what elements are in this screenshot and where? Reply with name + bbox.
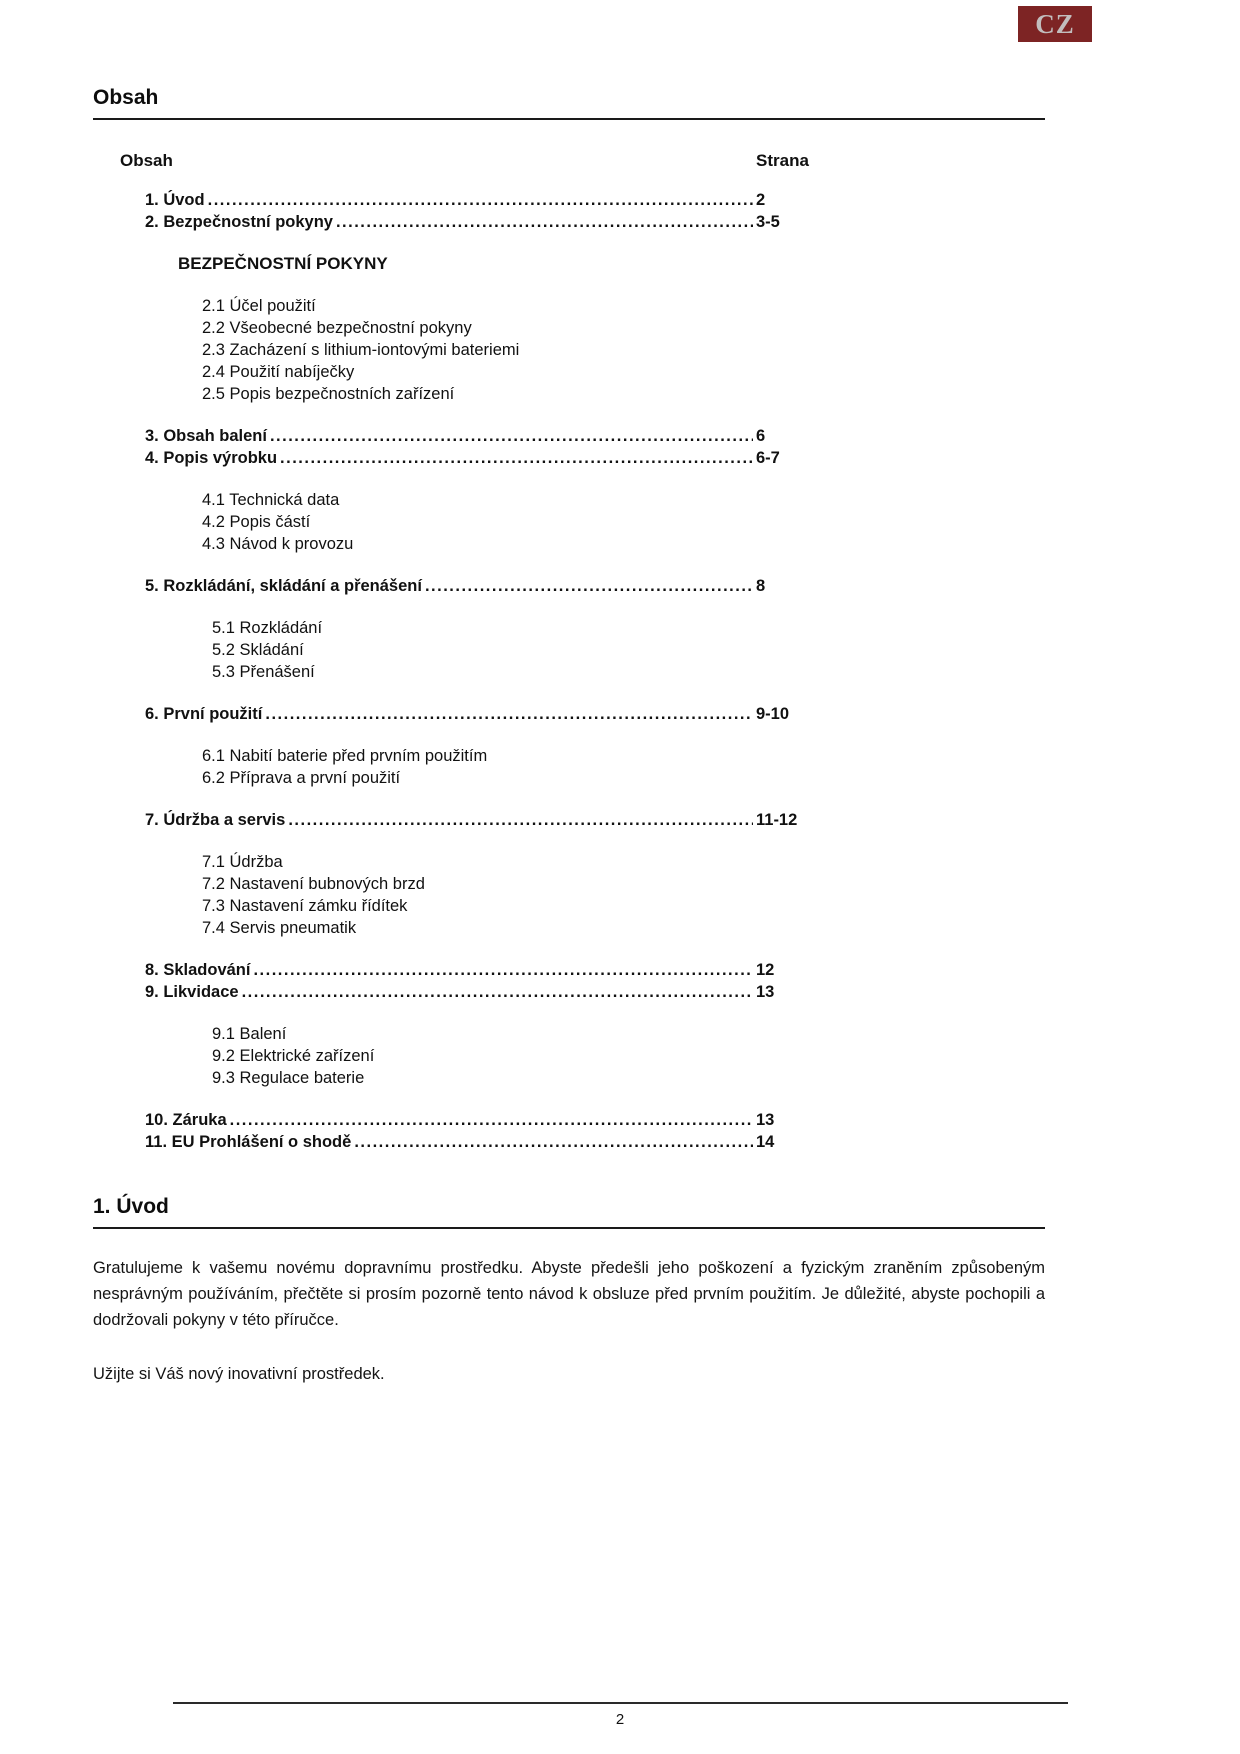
toc-entry	[202, 767, 808, 789]
toc-entry-label: 4. Popis výrobku	[145, 449, 278, 467]
toc-entry	[178, 253, 808, 275]
intro-paragraph: Gratulujeme k vašemu novému dopravnímu prostředku. Abyste předešli jeho poškození a fyzickým zraněním způsobeným nesprávným používáním, přečtěte si prosím pozorně tento návod k obsluze před prvním použitím. Je důležité, abyste pochopili a dodržovali pokyny v této příručce.	[93, 1259, 1045, 1329]
toc-dot-leader	[425, 575, 753, 597]
toc-entry-page: 12	[756, 961, 775, 979]
intro-heading: 1. Úvod	[93, 1195, 1045, 1229]
toc-entry	[202, 383, 808, 405]
toc-entry	[145, 809, 808, 831]
toc-entry-label: 4.1 Technická data	[202, 491, 340, 509]
toc-entry-label: 7.2 Nastavení bubnových brzd	[202, 875, 425, 893]
toc-dot-leader	[265, 703, 753, 725]
toc-entry	[145, 1131, 808, 1153]
toc-entry	[202, 873, 808, 895]
toc-entry-page: 8	[756, 577, 766, 595]
toc-entry-label: 7.3 Nastavení zámku řídítek	[202, 897, 408, 915]
toc-entry-label: 6.2 Příprava a první použití	[202, 769, 401, 787]
toc-entry	[145, 189, 808, 211]
toc-entry-label: BEZPEČNOSTNÍ POKYNY	[178, 254, 388, 273]
toc-entry-label: 2.3 Zacházení s lithium-iontovými bateriemi	[202, 341, 520, 359]
toc-entry-label: 4.3 Návod k provozu	[202, 535, 354, 553]
toc-entry	[202, 317, 808, 339]
closing-paragraph: Užijte si Váš nový inovativní prostředek.	[93, 1365, 385, 1383]
language-badge-label: CZ	[1035, 8, 1075, 39]
toc-entry-page: 6-7	[756, 449, 780, 467]
toc-entry-label: 4.2 Popis částí	[202, 513, 311, 531]
toc-entry-label: 6. První použití	[145, 705, 263, 723]
toc-entry	[202, 745, 808, 767]
toc-entry-label: 2.2 Všeobecné bezpečnostní pokyny	[202, 319, 472, 337]
toc-dot-leader	[288, 809, 753, 831]
toc-entry	[212, 1045, 808, 1067]
toc-entry-label: 5. Rozkládání, skládání a přenášení	[145, 577, 422, 595]
toc-entry-label: 11. EU Prohlášení o shodě	[145, 1133, 352, 1151]
toc-entry	[202, 295, 808, 317]
toc-dot-leader	[242, 981, 753, 1003]
toc-entry	[202, 851, 808, 873]
toc-entry-label: 5.2 Skládání	[212, 641, 304, 659]
toc-entry-label: 2.4 Použití nabíječky	[202, 363, 355, 381]
toc-entry	[212, 661, 808, 683]
toc-entry-label: 7.4 Servis pneumatik	[202, 919, 357, 937]
language-badge	[1018, 6, 1092, 42]
toc-entry-label: 9.3 Regulace baterie	[212, 1069, 365, 1087]
toc-entry	[212, 639, 808, 661]
toc-entry	[145, 981, 808, 1003]
toc-entry	[212, 617, 808, 639]
table-of-contents	[120, 150, 808, 1153]
toc-entry	[145, 211, 808, 233]
page-number: 2	[615, 1711, 625, 1728]
toc-entry	[145, 575, 808, 597]
toc-dot-leader	[354, 1131, 753, 1153]
toc-entry	[145, 447, 808, 469]
toc-dot-leader	[253, 959, 753, 981]
toc-entry-label: 5.3 Přenášení	[212, 663, 315, 681]
toc-entry-label: 7.1 Údržba	[202, 853, 283, 871]
toc-entry	[145, 1109, 808, 1131]
toc-entry	[202, 895, 808, 917]
toc-entry-page: 13	[756, 983, 775, 1001]
toc-entry	[202, 511, 808, 533]
toc-header-row	[120, 150, 808, 172]
toc-entry	[212, 1067, 808, 1089]
toc-entry-label: 7. Údržba a servis	[145, 811, 286, 829]
toc-column-page: Strana	[756, 151, 809, 170]
toc-list	[120, 189, 808, 1153]
toc-entry	[202, 361, 808, 383]
toc-entry	[202, 533, 808, 555]
toc-entry-page: 6	[756, 427, 766, 445]
toc-dot-leader	[208, 189, 753, 211]
toc-entry	[212, 1023, 808, 1045]
toc-entry-page: 13	[756, 1111, 775, 1129]
toc-dot-leader	[270, 425, 753, 447]
toc-entry-label: 9.1 Balení	[212, 1025, 287, 1043]
toc-entry	[202, 917, 808, 939]
toc-entry	[202, 489, 808, 511]
toc-entry-label: 2. Bezpečnostní pokyny	[145, 213, 333, 231]
toc-entry-label: 10. Záruka	[145, 1111, 227, 1129]
toc-entry	[145, 703, 808, 725]
toc-entry-label: 8. Skladování	[145, 961, 251, 979]
toc-dot-leader	[280, 447, 753, 469]
toc-heading: Obsah	[93, 86, 1045, 120]
toc-entry-label: 2.5 Popis bezpečnostních zařízení	[202, 385, 455, 403]
toc-entry-page: 2	[756, 191, 766, 209]
toc-entry-label: 9. Likvidace	[145, 983, 239, 1001]
toc-entry	[145, 425, 808, 447]
footer-divider	[173, 1702, 1068, 1704]
toc-entry-page: 9-10	[756, 705, 790, 723]
toc-dot-leader	[336, 211, 753, 233]
toc-column-title: Obsah	[120, 151, 173, 170]
toc-entry-label: 5.1 Rozkládání	[212, 619, 323, 637]
toc-entry-page: 14	[756, 1133, 775, 1151]
toc-entry-label: 1. Úvod	[145, 191, 205, 209]
toc-entry-label: 9.2 Elektrické zařízení	[212, 1047, 375, 1065]
toc-entry-label: 6.1 Nabití baterie před prvním použitím	[202, 747, 488, 765]
toc-entry-page: 3-5	[756, 213, 780, 231]
toc-entry-label: 2.1 Účel použití	[202, 297, 316, 315]
toc-entry-label: 3. Obsah balení	[145, 427, 267, 445]
toc-entry	[145, 959, 808, 981]
toc-entry	[202, 339, 808, 361]
page-footer	[0, 1702, 1240, 1728]
toc-dot-leader	[230, 1109, 753, 1131]
toc-entry-page: 11-12	[756, 811, 798, 829]
